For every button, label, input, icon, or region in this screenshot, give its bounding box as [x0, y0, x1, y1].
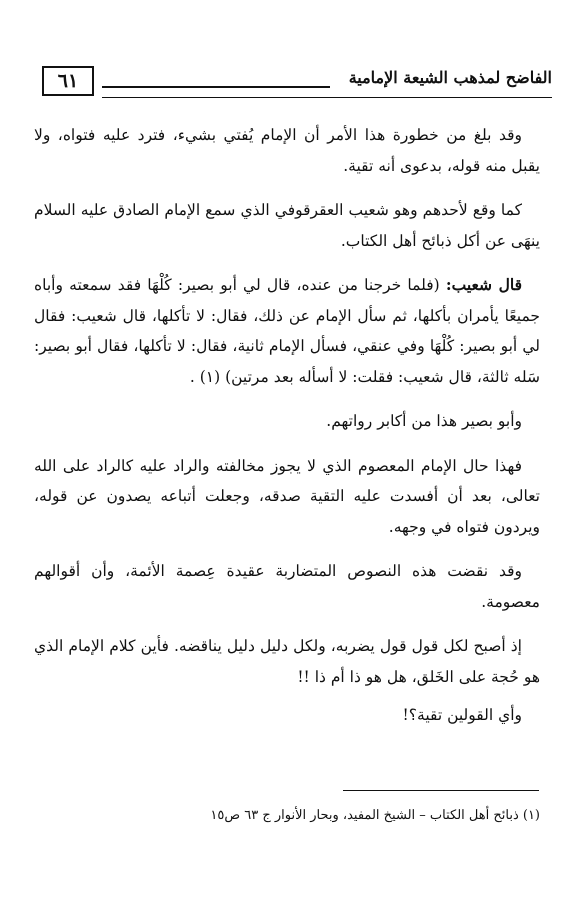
- paragraph-1: وقد بلغ من خطورة هذا الأمر أن الإمام يُفتي بشيء، فترد عليه فتواه، ولا يقبل منه قوله، بدعوى أنه تقية.: [34, 126, 540, 175]
- paragraph-3-lead: قال شعيب:: [445, 275, 523, 294]
- header-rule: [102, 86, 330, 88]
- footnote-divider: [343, 790, 539, 791]
- paragraph-4: وأبو بصير هذا من أكابر رواتهم.: [326, 412, 522, 430]
- paragraph-6: وقد نقضت هذه النصوص المتضاربة عقيدة عِصمة الأئمة، وأن أقوالهم معصومة.: [34, 562, 540, 611]
- paragraph-2: كما وقع لأحدهم وهو شعيب العقرقوفي الذي سمع الإمام الصادق عليه السلام ينهَى عن أكل ذبائح أهل الكتاب.: [34, 201, 540, 250]
- paragraph-3: [34, 270, 540, 392]
- paragraph-3-text: (فلما خرجنا من عنده، قال لي أبو بصير: كُلْهَا فقد سمعته وأباه جميعًا يأمران بأكلها، ثم سأل الإمام عن ذلك، فقال: لا تأكلها، قال شعيب: فقال لي أبو بصير: كُلْهَا وفي عنقي، فسأل الإمام ثانية، فقال: لا تأكلها، فقال أبو بصير: سَله ثالثة، قال شعيب: فقلت: لا أسأله بعد مرتين) (١) .: [34, 276, 540, 386]
- paragraph-8: وأي القولين تقية؟!: [402, 706, 522, 724]
- page-number: ٦١: [42, 66, 94, 96]
- paragraph-7: إذ أصبح لكل قول قول يضربه، ولكل دليل دليل يناقضه. فأين كلام الإمام الذي هو حُجة على الخَلق، هل هو ذا أم ذا !!: [34, 637, 540, 686]
- paragraph-5: فهذا حال الإمام المعصوم الذي لا يجوز مخالفته والراد عليه كالراد على الله تعالى، بعد أن أفسدت عليه التقية صدقه، وجعلت أتباعه يصدون عن قوله، ويردون فتواه في وجهه.: [34, 456, 540, 536]
- page-header: [42, 66, 552, 102]
- footnote: (١) ذبائح أهل الكتاب – الشيخ المفيد، وبحار الأنوار ج ٦٣ ص١٥: [210, 808, 540, 823]
- header-rule-bottom: [102, 97, 552, 98]
- body-text: [34, 120, 540, 745]
- running-title: الفاضح لمذهب الشيعة الإمامية: [348, 68, 552, 87]
